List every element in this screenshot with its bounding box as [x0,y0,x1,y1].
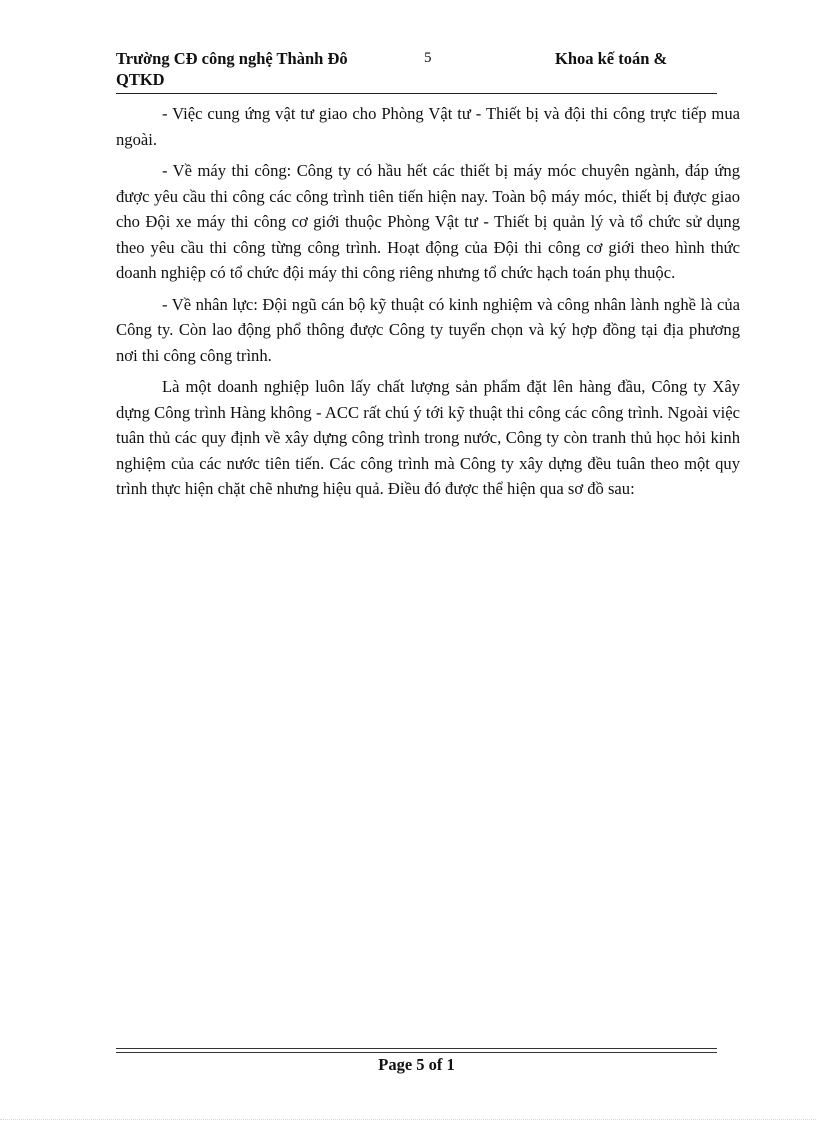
header-divider [116,93,717,94]
paragraph-materials: - Việc cung ứng vật tư giao cho Phòng Vật tư - Thiết bị và đội thi công trực tiếp mua ngoài. [116,104,740,149]
footer-divider-bottom [116,1052,717,1053]
paragraph-quality: Là một doanh nghiệp luôn lấy chất lượng sản phẩm đặt lên hàng đầu, Công ty Xây dựng Công trình Hàng không - ACC rất chú ý tới kỹ thuật thi công các công trình. Ngoài việc tuân thủ các quy định về xây dựng công trình trong nước, Công ty còn tranh thủ học hỏi kinh nghiệm của các nước tiên tiến. Các công trình mà Công ty xây dựng đều tuân theo một quy trình thực hiện chặt chẽ nhưng hiệu quả. Điều đó được thể hiện qua sơ đồ sau: [116,377,740,498]
page-footer: Page 5 of 1 [378,1055,455,1074]
paragraph-personnel: - Về nhân lực: Đội ngũ cán bộ kỹ thuật có kinh nghiệm và công nhân lành nghề là của Công ty. Còn lao động phổ thông được Công ty tuyển chọn và ký hợp đồng tại địa phương nơi thi công công trình. [116,294,740,365]
header-department-continued: QTKD [116,70,165,89]
page-header [116,48,717,94]
paragraph-machinery: - Về máy thi công: Công ty có hầu hết các thiết bị máy móc chuyên ngành, đáp ứng được yêu cầu thi công các công trình tiên tiến hiện nay. Toàn bộ máy móc, thiết bị được giao cho Đội xe máy thi công cơ giới thuộc Phòng Vật tư - Thiết bị quản lý và tổ chức sử dụng theo yêu cầu thi công từng công trình. Hoạt động của Đội thi công cơ giới theo hình thức doanh nghiệp có tổ chức đội máy thi công riêng nhưng tổ chức hạch toán phụ thuộc. [116,161,740,282]
header-department: Khoa kế toán & [555,49,668,68]
page-bottom-border [0,1119,816,1120]
body-text [116,101,740,508]
header-school-name: Trường CĐ công nghệ Thành Đô [116,49,348,68]
footer-divider-top [116,1048,717,1049]
header-page-number: 5 [424,50,432,66]
